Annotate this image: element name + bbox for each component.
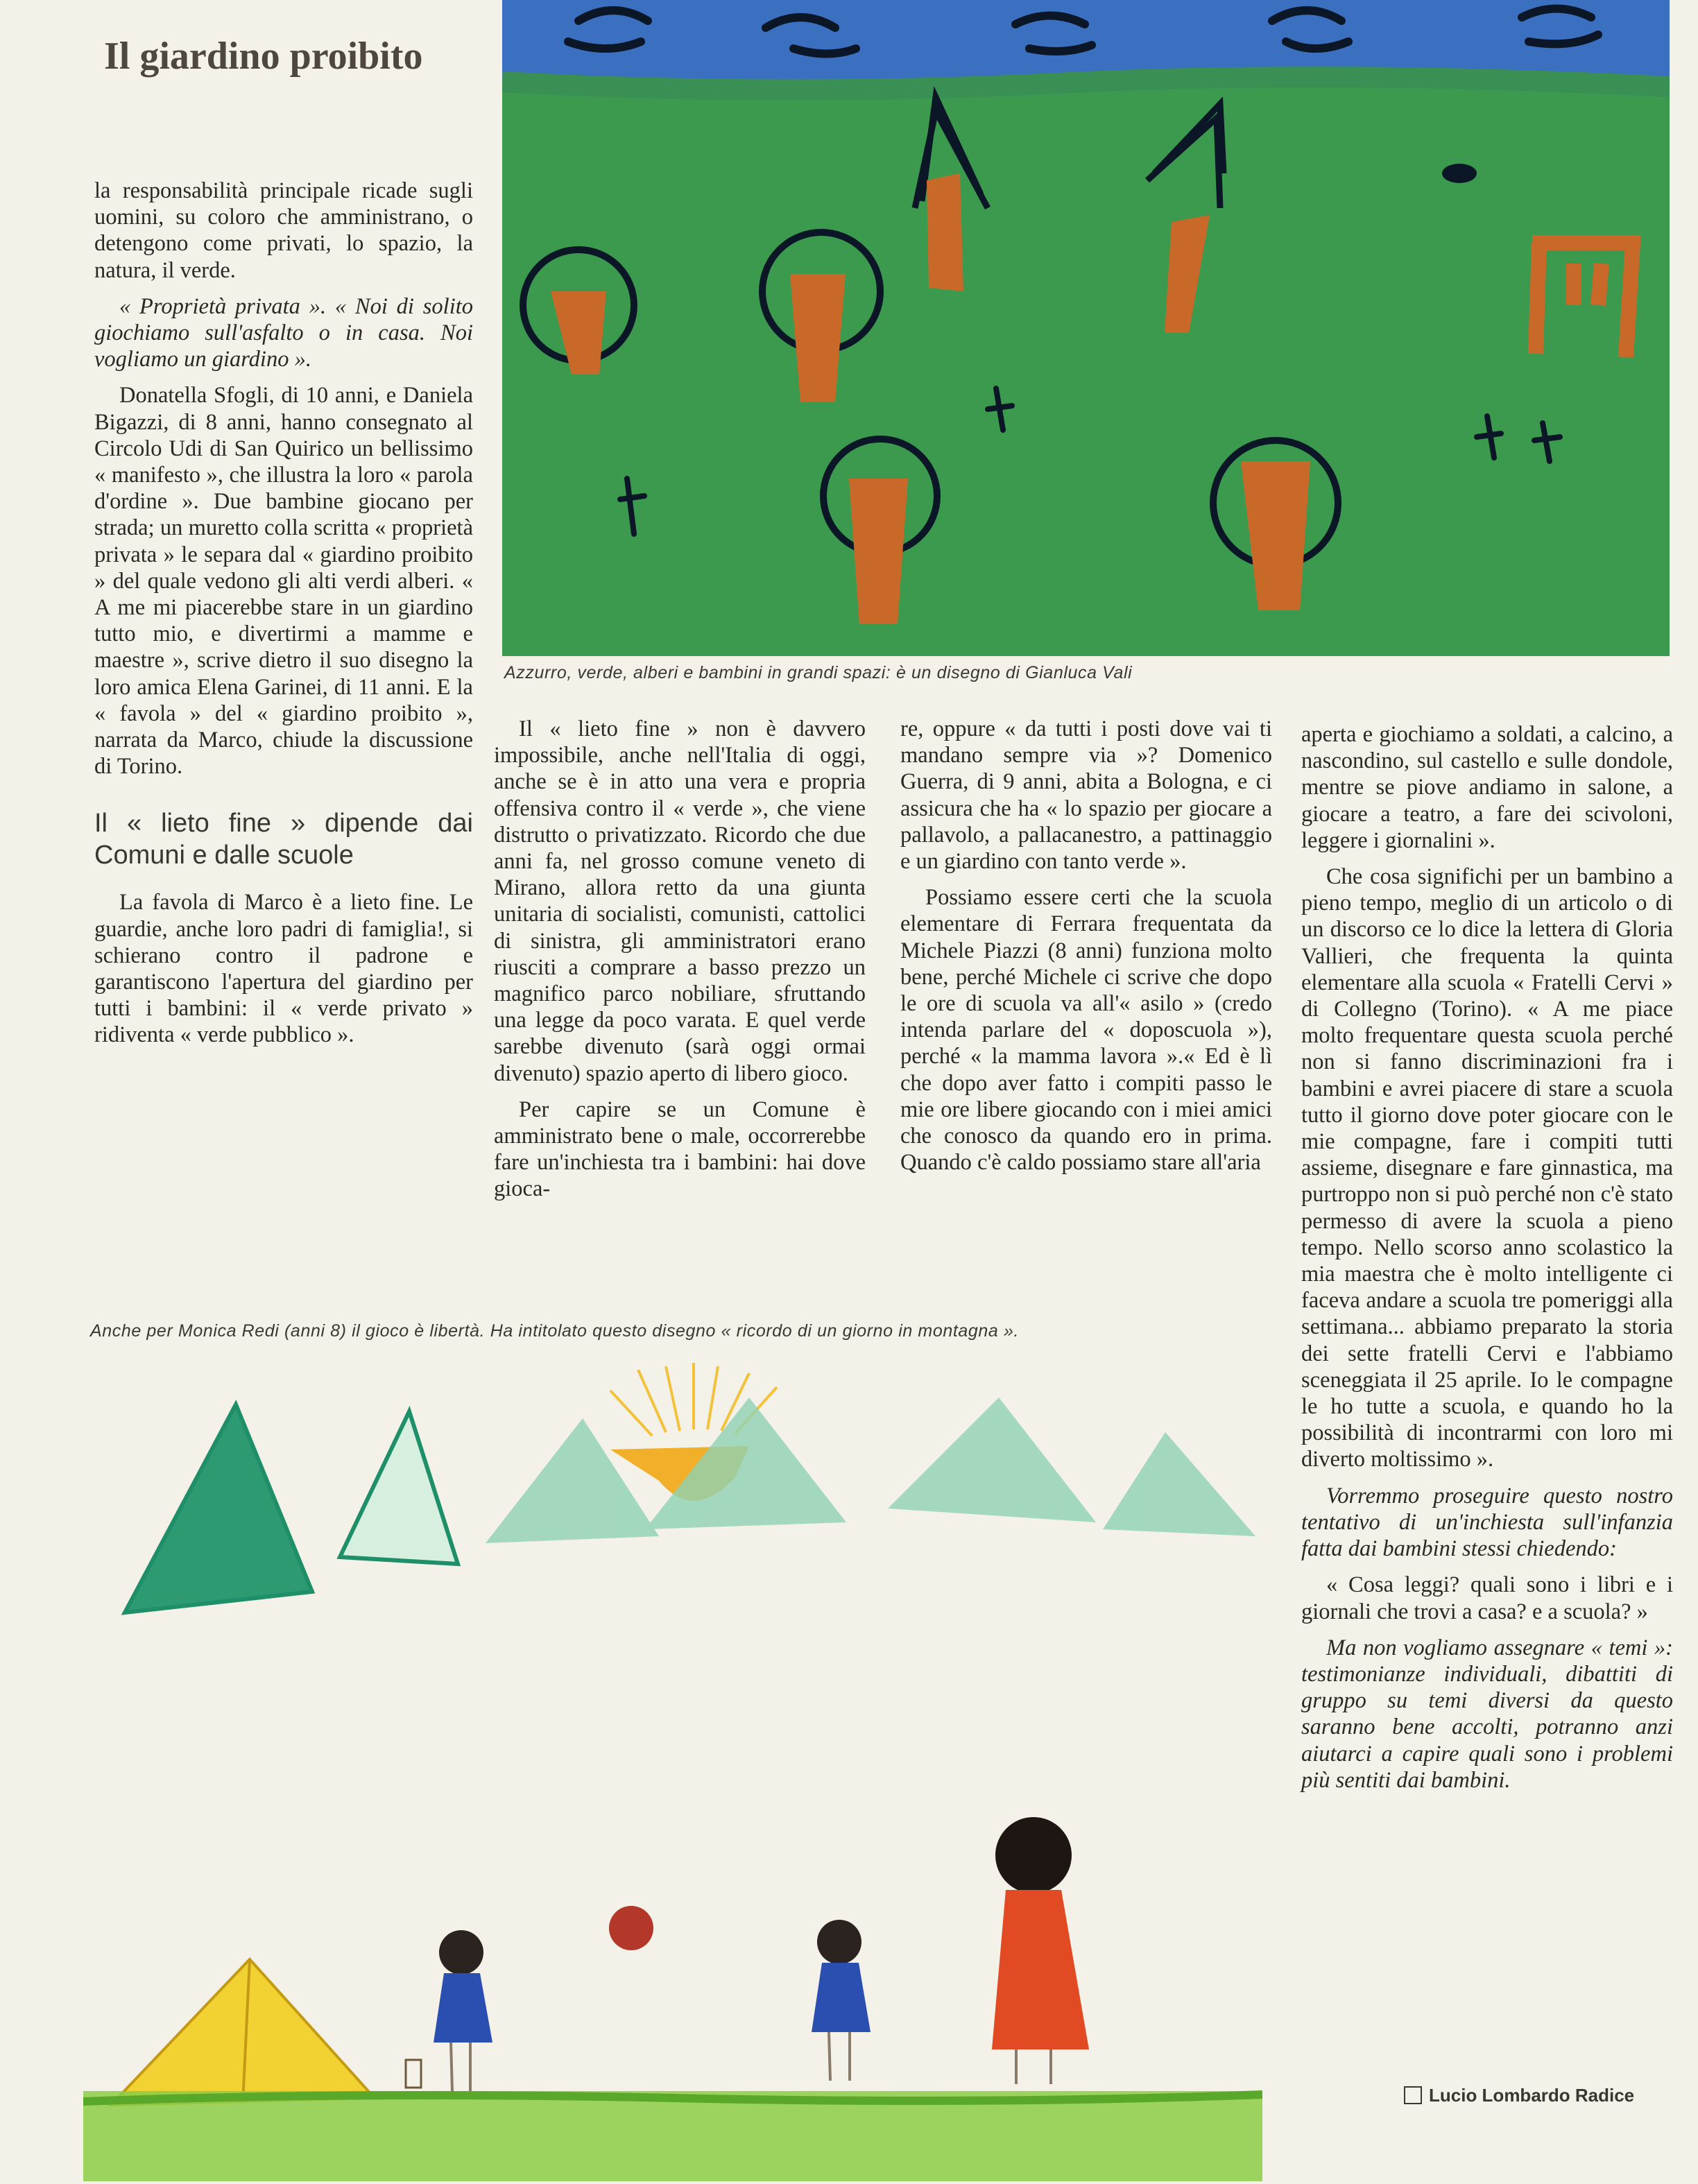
paragraph: re, oppure « da tutti i posti dove vai ti mandano sempre via »? Domenico Guerra, di 9 anni, abita a Bologna, e ci assicura che ha « lo spazio per giocare a pallavolo, a pallacanestro, a pattinaggio e un giardino con tanto verde ». xyxy=(900,716,1272,875)
paragraph: Donatella Sfogli, di 10 anni, e Daniela Bigazzi, di 8 anni, hanno consegnato al Circolo Udi di San Quirico un bellissimo « manifesto », che illustra la loro « parola d'ordine ». Due bambine giocano per strada; un muretto colla scritta « proprietà privata » le separa dal « giardino proibito » del quale vedono gli alti verdi alberi. « A me mi piacerebbe stare in un giardino tutto mio, e divertirmi a mamme e maestre », scrive dietro il suo disegno la loro amica Elena Garinei, di 11 anni. E la « favola » del « giardino proibito », narrata da Marco, chiude la discussione di Torino. xyxy=(94,383,473,780)
paragraph: Per capire se un Comune è amministrato bene o male, occorrerebbe fare un'inchiesta tra i bambini: hai dove gioca- xyxy=(494,1097,866,1202)
top-caption: Azzurro, verde, alberi e bambini in grandi spazi: è un disegno di Gianluca Vali xyxy=(504,663,1133,682)
paragraph: « Cosa leggi? quali sono i libri e i giornali che trovi a casa? e a scuola? » xyxy=(1301,1572,1673,1624)
column-4 xyxy=(1301,721,1673,1803)
paragraph: la responsabilità principale ricade sugli uomini, su coloro che amministrano, o detengono come privati, lo spazio, la natura, il verde. xyxy=(94,178,473,283)
paragraph: Che cosa significhi per un bambino a pieno tempo, meglio di un articolo o di un discorso ce lo dice la lettera di Gloria Vallieri, che frequenta la quinta elementare alla scuola « Fratelli Cervi » di Collegno (Torino). « A me piace molto frequentare questa scuola perché non si fanno discriminazioni fra i bambini e avrei piacere di stare a scuola tutto il giorno dove poter giocare con le mie compagne, fare i compiti tutti assieme, disegnare e fare ginnastica, ma purtroppo non si può perché non c'è stato permesso di avere la scuola a pieno tempo. Nello scorso anno scolastico la mia maestra che è molto intelligente ci faceva andare a scuola tre pomeriggi alla settimana... abbiamo preparato la storia dei sette fratelli Cervi e l'abbiamo sceneggiata il 25 aprile. Io le compagne le ho tutte a scuola, e quando ho la possibilità di incontrarmi con loro mi diverto moltissimo ». xyxy=(1301,864,1673,1472)
bottom-caption: Anche per Monica Redi (anni 8) il gioco è libertà. Ha intitolato questo disegno « ricordo di un giorno in montagna ». xyxy=(90,1321,1020,1341)
top-drawing xyxy=(502,0,1670,656)
bottom-drawing xyxy=(83,1356,1262,2181)
column-3 xyxy=(900,716,1272,1185)
end-mark-icon xyxy=(1404,2086,1422,2104)
article-title: Il giardino proibito xyxy=(104,35,423,78)
paragraph: La favola di Marco è a lieto fine. Le guardie, anche loro padri di famiglia!, si schierano contro il padrone e garantiscono l'apertura del giardino per tutti i bambini: il « verde privato » ridiventa « verde pubblico ». xyxy=(94,890,473,1048)
column-1 xyxy=(94,178,473,1058)
column-2 xyxy=(494,716,866,1212)
paragraph: Vorremmo proseguire questo nostro tentativo di un'inchiesta sull'infanzia fatta dai bambini stessi chiedendo: xyxy=(1301,1483,1673,1562)
author-signature xyxy=(1404,2085,1634,2106)
paragraph: Il « lieto fine » non è davvero impossibile, anche nell'Italia di oggi, anche se è in atto una vera e propria offensiva contro il « verde », che viene distrutto o privatizzato. Ricordo che due anni fa, nel grosso comune veneto di Mirano, allora retto da una giunta unitaria di socialisti, comunisti, cattolici di sinistra, gli amministratori erano riusciti a comprare a basso prezzo un magnifico parco nobiliare, sfruttando una legge da poco varata. E quel verde sarebbe divenuto (sarà oggi ormai divenuto) spazio aperto di libero gioco. xyxy=(494,716,866,1086)
paragraph: « Proprietà privata ». « Noi di solito giochiamo sull'asfalto o in casa. Noi vogliamo un giardino ». xyxy=(94,293,473,372)
paragraph: aperta e giochiamo a soldati, a calcino, a nascondino, sul castello e sulle dondole, mentre se piove andiamo in salone, a giocare a teatro, a fare dei scivoloni, leggere i giornalini ». xyxy=(1301,722,1673,853)
paragraph: Possiamo essere certi che la scuola elementare di Ferrara frequentata da Michele Piazzi (8 anni) funziona molto bene, perché Michele ci scrive che dopo le ore di scuola va all'« asilo » (credo intenda parlare del « doposcuola »), perché « la mamma lavora ».« Ed è lì che dopo aver fatto i compiti passo le mie ore libere giocando con i miei amici che conosco da quando ero in prima. Quando c'è caldo possiamo stare all'aria xyxy=(900,885,1272,1176)
section-heading: Il « lieto fine » dipende dai Comuni e dalle scuole xyxy=(94,809,473,870)
paragraph: Ma non vogliamo assegnare « temi »: testimonianze individuali, dibattiti di gruppo su temi diversi da questo saranno bene accolti, potranno anzi aiutarci a capire quali sono i problemi più sentiti dai bambini. xyxy=(1301,1635,1673,1793)
author-name: Lucio Lombardo Radice xyxy=(1429,2085,1635,2106)
